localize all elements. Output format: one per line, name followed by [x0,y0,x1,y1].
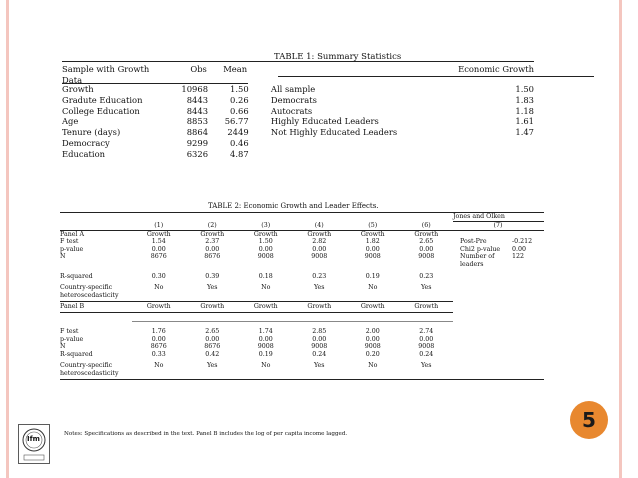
table2-col-number: (5) [368,222,378,229]
table2-cell: 1.76 [151,327,166,335]
table2-col-number: (4) [314,222,324,229]
table2 [60,212,544,380]
table1-cell-growth: 1.83 [515,95,535,106]
table2-cell: 0.00 [151,335,166,343]
table2-row-label: N [60,343,66,351]
table1-cell-growth [431,138,534,149]
table2-cell: 8676 [150,253,167,261]
table2-panel-b-dep-var: Growth [360,303,385,311]
table1-cell-obs: 8864 [186,127,209,138]
table2-cell: 9008 [311,253,328,261]
table2-cell: 2.37 [205,238,220,246]
table1-cell-variable: Tenure (days) [62,127,121,138]
table2-title: TABLE 2: Economic Growth and Leader Effects. [208,202,379,210]
table2-cell: 0.24 [312,350,327,358]
table1-cell-variable: College Education [62,105,140,116]
table2-cell: 1.50 [258,238,273,246]
table-notes: Notes: Specifications as described in the text. Panel B includes the log of per capita income lagged. [64,431,348,437]
table2-col-number: (2) [207,222,217,229]
table2-cell: 2.65 [419,238,434,246]
table2-cell: 0.00 [205,245,220,253]
table1-cell-sample: Autocrats [270,105,313,116]
table2-cell: 0.00 [258,335,273,343]
table2-panel-b-row [60,328,544,336]
table2-row-label: F test [60,238,79,246]
table2-cell: No [154,362,164,370]
table2-panel-b-dep-var: Growth [307,303,332,311]
table2-cell: Yes [313,362,325,370]
table1-row [62,84,534,95]
table1-head-eg: Economic Growth [458,64,534,74]
table2-cell: 0.00 [205,335,220,343]
table2-cell: 9008 [418,253,435,261]
table1-cell-growth: 1.18 [515,105,535,116]
table2-panel-a-row [60,246,544,254]
table1-top-rule [62,61,534,62]
table1-row [62,116,534,127]
table2-cell: 0.00 [312,335,327,343]
table2-cell: 0.20 [365,350,380,358]
table2-row-label: p-value [60,335,84,343]
table2-cell: 0.00 [365,245,380,253]
table2-cell: 0.00 [419,245,434,253]
table2-panel-a-row [60,238,544,246]
table2-cell: 2.85 [312,327,327,335]
table2-panel-b-dep-var: Growth [414,303,439,311]
table2-cell: No [154,284,164,292]
table2-jones-label: leaders [460,260,484,268]
table1-row [62,95,534,106]
table2-col-number: (3) [261,222,271,229]
table1-cell-obs: 8853 [186,116,209,127]
table1-cell-growth: 1.50 [515,84,535,95]
table2-cell: Yes [206,362,218,370]
table2-panel-b-het-label2: heteroscedasticity [60,369,119,377]
slide-left-border [6,0,9,478]
table2-cell: 0.18 [258,272,273,280]
table2-jones-label: Number of [460,253,495,261]
table2-panel-b-dep-var: Growth [200,303,225,311]
table2-cell: Yes [313,284,325,292]
table2-col-number: (6) [421,222,431,229]
table2-panel-a-het-label2: heteroscedasticity [60,291,119,299]
table1-cell-sample: All sample [270,84,316,95]
table1-cell-sample: Democrats [270,95,317,106]
table1-cell-mean: 1.50 [230,84,249,95]
table2-panel-b-rule [60,301,453,302]
table2-jones-value: 0.00 [512,245,527,253]
table2-panel-a-dep-var: Growth [360,230,385,238]
table2-cell: 2.65 [205,327,220,335]
table2-panel-b-dep-var: Growth [253,303,278,311]
table2-cell: Yes [420,362,432,370]
table2-row-label: Country-specific [60,362,113,370]
table2-cell: 9008 [364,343,381,351]
table1-head-sample-var2: Data [62,74,83,85]
table2-cell: 8676 [150,343,167,351]
table2-panel-a-dep-var: Growth [253,230,278,238]
table1-head-mean: Mean [223,64,248,74]
table1-title: TABLE 1: Summary Statistics [274,52,402,62]
table1-cell-mean: 2449 [227,127,249,138]
table2-cell: 9008 [311,343,328,351]
table2-cell: 0.00 [419,335,434,343]
table2-cell: No [368,284,378,292]
table2-cell: 2.00 [365,327,380,335]
table2-cell: 0.00 [258,245,273,253]
table1-cell-mean: 0.46 [230,137,249,148]
table2-panel-a-dep-var: Growth [414,230,439,238]
table2-cell: No [368,362,378,370]
table1-row [62,127,534,138]
table2-cell: 9008 [257,253,274,261]
table1-right-rule [278,76,594,77]
table1 [62,61,534,159]
table2-row-label: F test [60,327,79,335]
table1-cell-sample: Highly Educated Leaders [270,116,379,127]
table2-cell: No [261,284,271,292]
slide-number-badge: 5 [570,401,608,439]
table2-cell: 2.82 [312,238,327,246]
table1-cell-obs: 10968 [181,84,209,95]
table2-panel-a-label: Panel A [60,230,85,238]
logo-text: Ifm [27,435,40,443]
table2-jones-col-number: (7) [493,222,503,229]
table2-panel-a-dep-var: Growth [307,230,332,238]
table2-cell: 0.23 [419,272,434,280]
table2-cell: Yes [206,284,218,292]
table2-col-number: (1) [154,222,164,229]
table2-panel-b-row [60,343,544,351]
table2-cell: 0.00 [365,335,380,343]
table1-row [62,149,534,160]
table1-row [62,106,534,117]
table2-cell: 9008 [364,253,381,261]
table1-cell-sample: Not Highly Educated Leaders [270,127,398,138]
table2-row-label: R-squared [60,350,93,358]
table1-cell-mean: 56.77 [224,116,249,127]
table1-cell-obs: 9299 [186,137,209,148]
table1-cell-mean: 0.66 [230,105,249,116]
table2-panel-b-label: Panel B [60,303,85,311]
table1-cell-growth: 1.47 [515,127,535,138]
table1-cell-variable: Gradute Education [62,95,143,106]
table2-bottom-rule [60,379,544,380]
table1-cell-growth: 1.61 [515,116,535,127]
table2-row-label: Country-specific [60,284,113,292]
table1-cell-variable: Democracy [62,137,110,148]
table1-cell-mean: 0.26 [230,95,249,106]
table1-cell-obs: 8443 [186,105,209,116]
table2-cell: 8676 [204,253,221,261]
table2-panel-b-row [60,351,544,359]
table2-row-label: p-value [60,245,84,253]
table2-panel-a-dep-var: Growth [146,230,171,238]
table2-cell: 9008 [418,343,435,351]
table2-cell: 0.39 [205,272,220,280]
table1-cell-growth [431,149,534,160]
table1-row [62,138,534,149]
table1-cell-obs: 6326 [186,148,209,159]
table2-jones-header: Jones and Olken [453,213,505,220]
table2-panel-a-row [60,253,544,261]
table2-cell: 1.54 [151,238,166,246]
table2-cell: 0.24 [419,350,434,358]
table1-cell-mean: 4.87 [230,148,249,159]
table2-cell: 0.23 [312,272,327,280]
table2-cell: 0.19 [365,272,380,280]
table1-cell-variable: Education [62,148,106,159]
table2-cell: 0.19 [258,350,273,358]
table2-panel-b-dep-var: Growth [146,303,171,311]
institution-logo [18,424,50,464]
table2-cell: 2.74 [419,327,434,335]
table2-cell: 9008 [257,343,274,351]
table2-cell: 1.82 [365,238,380,246]
table1-cell-obs: 8443 [186,95,209,106]
table2-cell: 0.30 [151,272,166,280]
table1-cell-variable: Age [62,116,79,127]
slide-right-border [619,0,622,478]
table1-cell-variable: Growth [62,84,94,95]
table1-head-sample-var: Sample with Growth [62,64,150,74]
table2-cell: 0.42 [205,350,220,358]
table2-cell: 0.00 [312,245,327,253]
table2-cell: No [261,362,271,370]
table2-panel-a-dep-var: Growth [200,230,225,238]
table2-cell: 0.33 [151,350,166,358]
table2-jones-label: Post-Pre [460,238,487,246]
table2-jones-label: Chi2 p-value [460,245,501,253]
table2-jones-value: -0.212 [512,238,533,246]
table2-jones-value: 122 [512,253,525,261]
table1-head-obs: Obs [190,64,207,74]
table2-row-label: R-squared [60,272,93,280]
table1-cell-sample [271,149,432,160]
table2-cell: Yes [420,284,432,292]
table1-cell-sample [271,138,432,149]
table2-cell: 1.74 [258,327,273,335]
table2-panel-b-row [60,336,544,344]
table2-cell: 0.00 [151,245,166,253]
table2-row-label: N [60,253,66,261]
table2-cell: 8676 [204,343,221,351]
